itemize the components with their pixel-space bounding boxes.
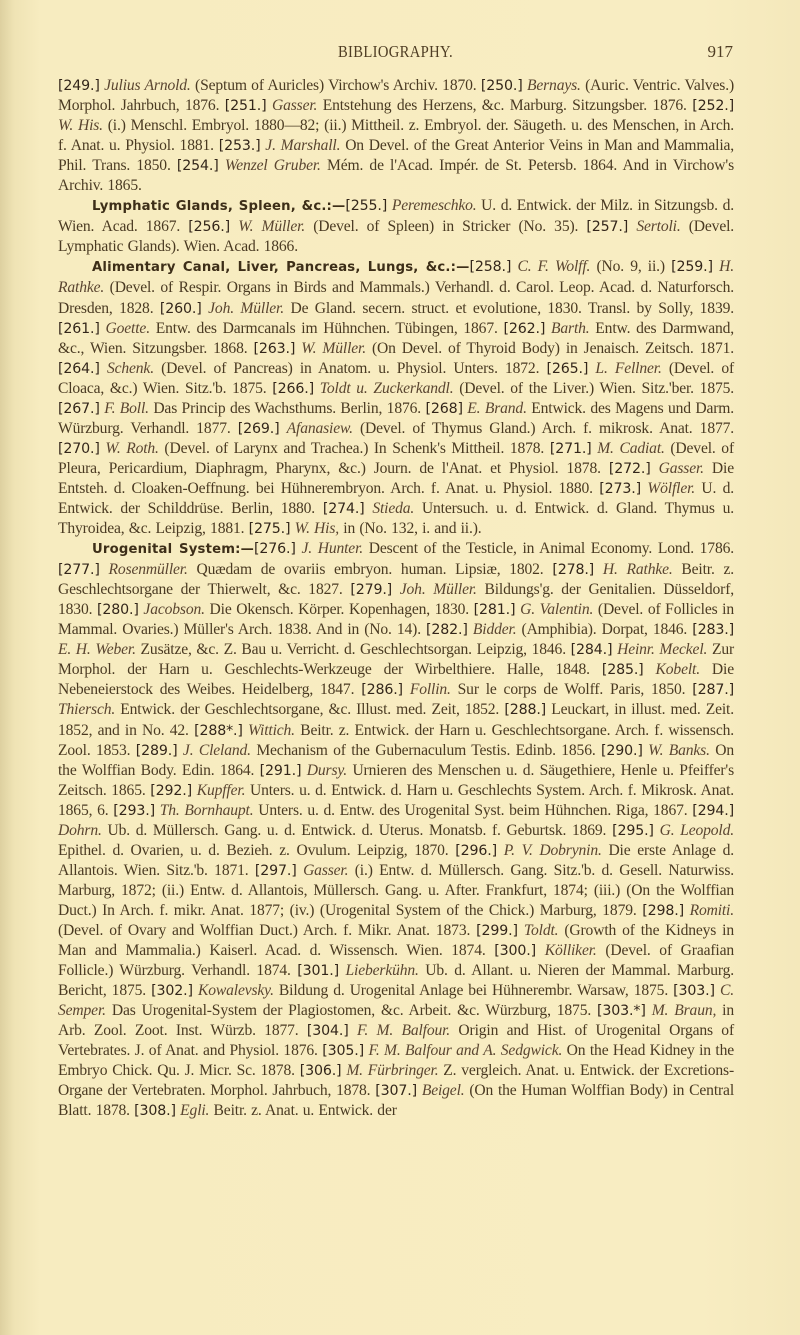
reference-citation: Die erste Anlage d. Allantois. Wien. Sitz.'b. 1871. — [58, 841, 735, 879]
reference-citation: Entwick. des Magens und Darm. Würzburg. Verhandl. 1877. — [58, 399, 735, 437]
reference-citation: Die Entsteh. d. Cloaken-Oeffnung. bei Hühnerembryon. Arch. f. Anat. u. Physiol. 1880. — [58, 459, 734, 497]
reference-number: [277.] — [58, 562, 100, 579]
reference-author: G. Leopold. — [659, 821, 734, 839]
reference-author: P. V. Dobrynin. — [503, 841, 602, 859]
reference-citation: Beitr. z. Geschlechtsorgane der Thierwelt, &c. 1827. — [58, 561, 735, 599]
reference-author: M. Braun, — [651, 1002, 717, 1020]
running-title: BIBLIOGRAPHY. — [337, 42, 454, 61]
reference-number: [300.] — [494, 943, 537, 960]
reference-number: [296.] — [455, 842, 498, 859]
reference-author: Afanasiew. — [286, 419, 353, 437]
reference-number: [292.] — [150, 782, 193, 799]
reference-author: Thiersch. — [58, 701, 116, 719]
reference-author: Gasser. — [271, 97, 318, 115]
section-lymphatic-glands — [58, 196, 734, 257]
reference-author: Lieberkühn. — [345, 962, 419, 980]
reference-author: M. Fürbringer. — [346, 1062, 439, 1080]
reference-author: Wölfler. — [647, 479, 696, 497]
reference-citation: Ub. d. Allant. u. Nieren der Mammal. Marburg. Bericht, 1875. — [58, 962, 734, 1000]
reference-citation: (Devel. of Follicles in Mammal. Ovaries.) Müller's Arch. 1838. And in (No. 14). — [58, 601, 735, 639]
reference-citation: Das Urogenital-System der Plagiostomen, &c. Arbeit. &c. Würzburg, 1875. — [105, 1002, 598, 1020]
reference-number: [259.] — [671, 259, 713, 276]
reference-author: Stieda. — [372, 499, 415, 517]
reference-number: [263.] — [253, 340, 296, 357]
reference-citation: Bildungs'g. der Genitalien. Düsseldorf, 1830. — [58, 581, 734, 619]
reference-citation: (Devel. of Pancreas) in Anatom. u. Physiol. Unters. 1872. — [153, 359, 547, 377]
reference-citation: U. d. Entwick. der Schilddrüse. Berlin, 1880. — [58, 479, 734, 517]
reference-citation: (On Devel. of Thyroid Body) in Jenaisch. Zeitsch. 1871. — [365, 339, 734, 357]
reference-citation: On the Head Kidney in the Embryo Chick. Qu. J. Micr. Sc. 1878. — [58, 1042, 735, 1080]
reference-number: [293.] — [113, 802, 155, 819]
reference-number: [257.] — [586, 219, 629, 236]
reference-citation: (Devel. of the Liver.) Wien. Sitz.'ber. 1875. — [453, 379, 735, 397]
reference-author: Th. Bornhaupt. — [159, 801, 254, 819]
reference-author: C. Semper. — [58, 982, 735, 1020]
reference-citation: (Septum of Auricles) Virchow's Archiv. 1870. — [190, 77, 481, 94]
reference-citation: (Devel. Lymphatic Glands). Wien. Acad. 1866. — [58, 218, 735, 256]
reference-citation: (i.) Menschl. Embryol. 1880—82; (ii.) Mittheil. z. Embryol. der. Säugeth. u. des Menschen, in Arch. f. Anat. u. Physiol. 1881. — [58, 117, 734, 155]
reference-author: Kobelt. — [655, 661, 700, 679]
reference-number: [281.] — [473, 602, 516, 619]
reference-author: Sertoli. — [636, 218, 681, 236]
reference-author: W. His. — [58, 117, 103, 135]
reference-citation: Epithel. d. Ovarien, u. d. Bezieh. z. Ovulum. Leipzig, 1870. — [58, 841, 456, 859]
reference-citation: (i.) Entw. d. Müllersch. Gang. Sitz.'b. d. Gesell. Naturwiss. Marburg, 1872; (ii.) Entw. d. Allantois, Müllersch. Gang. u. After. Frankfurt, 1874; (iii.) (On the Wolffian Duct.) In Arch. f. mikr. Anat. 1877; (iv.) (Urogenital System of the Chick.) Marburg, 1879. — [58, 861, 734, 919]
reference-author: F. Boll. — [104, 399, 149, 417]
reference-number: [290.] — [601, 742, 643, 759]
reference-citation: Unters. u. d. Entwick. d. Harn u. Geschlechts System. Arch. f. Mikrosk. Anat. 1865, 6. — [58, 781, 735, 819]
bibliography-body — [58, 76, 734, 1121]
reference-number: [271.] — [549, 440, 592, 457]
reference-citation: Z. vergleich. Anat. u. Entwick. der Excretions-Organe der Vertebraten. Morphol. Jahrbuch, 1878. — [58, 1062, 735, 1100]
reference-citation: Sur le corps de Wolff. Paris, 1850. — [450, 681, 693, 699]
reference-citation: (Devel. of Pleura, Pericardium, Diaphragm, Pharynx, &c.) Journ. de l'Anat. et Physiol. 1878. — [58, 439, 734, 477]
reference-number: [305.] — [322, 1043, 364, 1060]
reference-number: [264.] — [58, 360, 100, 377]
reference-number: [289.] — [135, 742, 178, 759]
reference-number: [287.] — [692, 682, 735, 699]
reference-number: [276.] — [254, 541, 296, 558]
reference-citation: (Devel. of Thymus Gland.) Arch. f. mikrosk. Anat. 1877. — [352, 419, 735, 437]
reference-number: [270.] — [58, 440, 100, 457]
section-heart — [58, 76, 734, 196]
reference-citation: (Devel. of Spleen) in Stricker (No. 35). — [305, 218, 587, 236]
reference-number: [294.] — [692, 802, 734, 819]
reference-number: [256.] — [188, 219, 231, 236]
reference-citation: (Devel. of Respir. Organs in Birds and Mammals.) Verhandl. d. Carol. Leop. Acad. d. Naturforsch. Dresden, 1828. — [58, 279, 734, 317]
reference-number: [265.] — [546, 360, 589, 377]
reference-number: [283.] — [692, 622, 735, 639]
reference-number: [272.] — [608, 460, 651, 477]
reference-citation: Ub. d. Müllersch. Gang. u. d. Entwick. d. Uterus. Monatsb. f. Geburtsk. 1869. — [101, 821, 613, 839]
reference-author: Heinr. Meckel. — [617, 641, 708, 659]
reference-author: Toldt. — [523, 921, 559, 939]
reference-citation: (Growth of the Kidneys in Man and Mammalia.) Kaiserl. Acad. d. Wissensch. Wien. 1874. — [58, 921, 735, 960]
reference-number: [262.] — [503, 320, 546, 337]
reference-author: Gasser. — [658, 459, 704, 477]
reference-number: [286.] — [361, 682, 403, 699]
reference-citation: Beitr. z. Entwick. der Harn u. Geschlechtsorgane. Arch. f. wissensch. Zool. 1853. — [58, 721, 734, 759]
reference-number: [260.] — [159, 300, 202, 317]
reference-author: Kowalevsky. — [197, 982, 274, 1000]
reference-citation: Entstehung des Herzens, &c. Marburg. Sitzungsber. 1876. — [317, 97, 693, 115]
section-alimentary-canal — [58, 257, 734, 539]
reference-author: Dursy. — [306, 761, 348, 779]
reference-number: [275.] — [248, 521, 291, 538]
reference-number: [306.] — [299, 1063, 342, 1080]
reference-author: Schenk. — [106, 359, 154, 377]
reference-author: Kölliker. — [544, 942, 597, 960]
reference-citation: Quædam de ovariis embryon. human. Lipsiæ, 1802. — [187, 561, 553, 579]
reference-citation: Unters. u. d. Entw. des Urogenital Syst. beim Hühnchen. Riga, 1867. — [253, 801, 693, 819]
reference-author: H. Rathke. — [58, 258, 734, 297]
reference-author: Barth. — [551, 319, 590, 337]
reference-number: [254.] — [176, 158, 219, 175]
reference-number: [295.] — [612, 822, 654, 839]
reference-author: W. Roth. — [105, 439, 159, 457]
reference-citation: On the Wolffian Body. Edin. 1864. — [58, 741, 735, 779]
reference-citation: (Amphibia). Dorpat, 1846. — [516, 621, 693, 639]
reference-citation: Origin and Hist. of Urogenital Organs of Vertebrates. J. of Anat. and Physiol. 1876. — [58, 1022, 734, 1060]
reference-number: [303.] — [673, 983, 715, 1000]
reference-citation: Die Okensch. Körper. Kopenhagen, 1830. — [204, 601, 474, 619]
reference-citation: Beitr. z. Anat. u. Entwick. der — [209, 1102, 397, 1120]
reference-citation: Entw. des Darmcanals im Hühnchen. Tübingen, 1867. — [149, 319, 504, 337]
reference-author: F. M. Balfour. — [357, 1022, 451, 1040]
reference-citation: (On the Human Wolffian Body) in Central Blatt. 1878. — [58, 1082, 735, 1120]
reference-author: W. Müller. — [238, 218, 306, 236]
reference-citation: Mechanism of the Gubernaculum Testis. Edinb. 1856. — [250, 741, 601, 759]
reference-citation: Die Nebeneierstock des Weibes. Heidelberg, 1847. — [58, 661, 734, 699]
reference-number: [304.] — [306, 1023, 349, 1040]
reference-number: [251.] — [224, 98, 267, 115]
reference-number: [268] — [425, 400, 463, 417]
reference-citation: (Auric. Ventric. Valves.) Morphol. Jahrbuch, 1876. — [58, 77, 735, 115]
reference-author: Dohrn. — [58, 821, 102, 839]
section-heading: Alimentary Canal, Liver, Pancreas, Lungs, &c.:— — [92, 260, 470, 276]
reference-author: W. His, — [294, 520, 340, 538]
reference-author: Beigel. — [421, 1082, 465, 1100]
reference-citation: Leuckart, in illust. med. Zeit. 1852, and in No. 42. — [58, 701, 734, 739]
reference-number: [303.*] — [597, 1003, 646, 1020]
reference-author: C. F. Wolff. — [517, 258, 591, 276]
reference-author: J. Marshall. — [265, 137, 341, 155]
reference-citation: Zusätze, &c. Z. Bau u. Verricht. d. Geschlechtsorgan. Leipzig, 1846. — [135, 641, 571, 659]
section-urogenital-system — [58, 539, 734, 1121]
reference-number: [299.] — [476, 922, 518, 939]
reference-citation: (No. 9, ii.) — [590, 258, 672, 276]
reference-number: [284.] — [570, 642, 613, 659]
reference-author: Bernays. — [526, 77, 581, 94]
reference-author: L. Fellner. — [595, 359, 662, 377]
reference-number: [298.] — [642, 902, 684, 919]
reference-number: [302.] — [151, 983, 193, 1000]
reference-author: W. Banks. — [648, 741, 710, 759]
reference-author: J. Hunter. — [301, 540, 364, 558]
reference-number: [285.] — [601, 662, 644, 679]
reference-citation: Bildung d. Urogenital Anlage bei Hühnerembr. Warsaw, 1875. — [273, 982, 674, 1000]
reference-citation: in Arb. Zool. Zoot. Inst. Würzb. 1877. — [58, 1002, 735, 1040]
reference-citation: Entw. des Darmwand, &c., Wien. Sitzungsber. 1868. — [58, 319, 735, 357]
reference-number: [267.] — [58, 400, 100, 417]
reference-author: Rosenmüller. — [108, 561, 188, 579]
reference-citation: U. d. Entwick. der Milz. in Sitzungsb. d. Wien. Acad. 1867. — [58, 197, 734, 236]
reference-author: M. Cadiat. — [597, 439, 665, 457]
reference-author: Joh. Müller. — [399, 581, 477, 599]
reference-number: [249.] — [58, 78, 100, 94]
reference-citation: Untersuch. u. d. Entwick. d. Gland. Thymus u. Thyroidea, &c. Leipzig, 1881. — [58, 499, 735, 538]
reference-citation: (Devel. of Graafian Follicle.) Würzburg. Verhandl. 1874. — [58, 942, 735, 980]
reference-number: [301.] — [297, 963, 340, 980]
reference-number: [282.] — [426, 622, 468, 639]
section-heading: Lymphatic Glands, Spleen, &c.:— — [92, 199, 346, 215]
reference-author: Jacobson. — [143, 601, 205, 619]
reference-number: [261.] — [58, 320, 100, 337]
reference-number: [279.] — [350, 582, 393, 599]
reference-author: F. M. Balfour and A. Sedgwick. — [368, 1042, 563, 1060]
reference-number: [255.] — [345, 198, 388, 215]
reference-citation: Entwick. der Geschlechtsorgane, &c. Illust. med. Zeit, 1852. — [115, 701, 505, 719]
reference-number: [250.] — [480, 78, 523, 94]
reference-number: [269.] — [237, 420, 280, 437]
reference-citation: Urnieren des Menschen u. d. Säugethiere, Henle u. Pfeiffer's Zeitsch. 1865. — [58, 761, 735, 799]
reference-number: [288.] — [504, 702, 547, 719]
reference-author: Julius Arnold. — [104, 77, 191, 94]
reference-citation: Mém. de l'Acad. Impér. de St. Petersb. 1864. And in Virchow's Archiv. 1865. — [58, 157, 734, 195]
reference-author: Romiti. — [689, 901, 734, 919]
reference-author: Kupffer. — [196, 781, 246, 799]
reference-author: Goette. — [105, 319, 150, 337]
reference-author: Peremeschko. — [391, 197, 477, 215]
reference-author: Joh. Müller. — [208, 299, 284, 317]
reference-author: W. Müller. — [301, 339, 366, 357]
reference-author: H. Rathke. — [602, 561, 673, 579]
section-heading: Urogenital System:— — [92, 542, 255, 558]
reference-citation: Zur Morphol. der Harn u. Geschlechts-Werkzeuge der Wirbelthiere. Halle, 1848. — [58, 641, 735, 679]
reference-citation: (Devel. of Ovary and Wolffian Duct.) Arch. f. Mikr. Anat. 1873. — [58, 921, 477, 939]
reference-citation: De Gland. secern. struct. et evolutione, 1830. Transl. by Solly, 1839. — [284, 299, 734, 317]
reference-number: [280.] — [97, 602, 139, 619]
reference-author: Wittich. — [248, 721, 295, 739]
reference-citation: On Devel. of the Great Anterior Veins in Man and Mammalia, Phil. Trans. 1850. — [58, 137, 735, 175]
reference-author: Wenzel Gruber. — [224, 157, 321, 175]
reference-author: J. Cleland. — [182, 741, 251, 759]
reference-number: [274.] — [322, 500, 365, 517]
reference-number: [297.] — [254, 862, 297, 879]
reference-citation: Das Princip des Wachsthums. Berlin, 1876. — [148, 399, 426, 417]
reference-citation: Descent of the Testicle, in Animal Economy. Lond. 1786. — [363, 540, 734, 558]
reference-author: Bidder. — [472, 621, 517, 639]
reference-citation: (Devel. of Cloaca, &c.) Wien. Sitz.'b. 1875. — [58, 359, 735, 397]
reference-number: [308.] — [134, 1103, 176, 1120]
reference-number: [291.] — [259, 762, 302, 779]
reference-author: E. H. Weber. — [58, 641, 136, 659]
reference-number: [278.] — [552, 562, 595, 579]
page-number: 917 — [707, 42, 733, 61]
reference-number: [266.] — [272, 380, 315, 397]
reference-author: Follin. — [409, 681, 451, 699]
reference-citation: in (No. 132, i. and ii.). — [339, 520, 482, 538]
reference-number: [307.] — [375, 1083, 417, 1100]
reference-author: Gasser. — [303, 861, 349, 879]
reference-number: [252.] — [692, 98, 734, 115]
reference-number: [273.] — [599, 480, 641, 497]
reference-number: [253.] — [218, 138, 261, 155]
page-header — [58, 42, 733, 72]
reference-author: Egli. — [180, 1102, 210, 1120]
reference-citation: (Devel. of Larynx and Trachea.) In Schenk's Mittheil. 1878. — [158, 439, 550, 457]
reference-author: G. Valentin. — [520, 601, 594, 619]
reference-author: Toldt u. Zuckerkandl. — [319, 379, 454, 397]
reference-number: [288*.] — [194, 722, 243, 739]
reference-author: E. Brand. — [467, 399, 527, 417]
reference-number: [258.] — [469, 259, 512, 276]
